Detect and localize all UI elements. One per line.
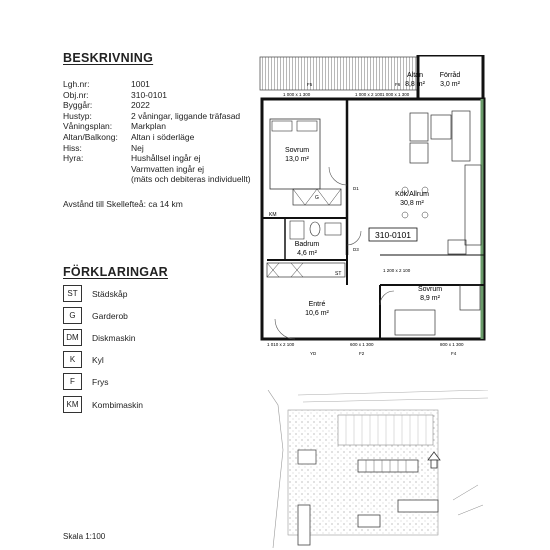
description-key: Hyra: xyxy=(63,153,84,164)
description-value: Markplan xyxy=(131,121,166,132)
armchair xyxy=(410,113,428,141)
description-heading: BESKRIVNING xyxy=(63,51,154,65)
description-value: 2022 xyxy=(131,100,150,111)
description-value: Hushållsel ingår ej Varmvatten ingår ej (mäts och debiteras individuellt) xyxy=(131,153,251,185)
window-code: F5 xyxy=(307,82,313,87)
description-key: Hustyp: xyxy=(63,110,92,121)
object-label: 310-0101 xyxy=(375,230,411,240)
room-area: 30,8 m² xyxy=(400,200,424,207)
description-table xyxy=(63,79,251,185)
description-row xyxy=(63,79,251,90)
bed xyxy=(395,310,435,335)
wardrobe xyxy=(267,263,345,277)
bed xyxy=(270,119,320,189)
legend-label: Garderob xyxy=(92,310,128,321)
description-key: Byggår: xyxy=(63,100,93,111)
description-value: Altan i söderläge xyxy=(131,131,195,142)
legend-code: DM xyxy=(63,329,82,346)
building xyxy=(298,505,310,545)
legend-label: Kombimaskin xyxy=(92,399,144,410)
sink xyxy=(325,223,341,235)
window-code: YD xyxy=(310,351,317,356)
description-row xyxy=(63,111,251,122)
room-area: 8,9 m² xyxy=(420,295,440,302)
room-name: Sovrum xyxy=(284,147,310,154)
site-plan xyxy=(258,390,490,548)
legend-item xyxy=(63,329,135,346)
legend-code: F xyxy=(63,373,82,390)
legend-label: Städskåp xyxy=(92,288,128,299)
legend-code: K xyxy=(63,351,82,368)
legend-code: ST xyxy=(63,285,82,302)
pillow xyxy=(297,121,317,131)
g-mark: G xyxy=(315,195,319,201)
description-value: 1001 xyxy=(131,79,150,89)
room-name: Badrum xyxy=(294,241,320,248)
description-row xyxy=(63,153,251,185)
description-row xyxy=(63,143,251,154)
description-key: Våningsplan: xyxy=(63,121,113,132)
room-area: 3,0 m² xyxy=(440,81,460,88)
window-dim: 800 x 1 300 xyxy=(440,342,464,347)
window-dim: 1 000 x 2 100 xyxy=(355,92,383,97)
legend-heading: FÖRKLARINGAR xyxy=(63,265,168,279)
wardrobe xyxy=(460,285,480,310)
room-name: Förråd xyxy=(439,72,461,79)
legend-item xyxy=(63,285,127,302)
legend-label: Frys xyxy=(92,376,109,387)
bath-shower xyxy=(290,221,304,239)
room-name: Altan xyxy=(407,72,423,79)
legend-item xyxy=(63,351,104,368)
parking xyxy=(338,415,433,445)
description-value: Nej xyxy=(131,142,144,153)
building xyxy=(298,450,316,464)
description-row xyxy=(63,100,251,111)
description-key: Lgh.nr: xyxy=(63,79,90,89)
floor-plan xyxy=(255,55,495,360)
room-area: 10,6 m² xyxy=(305,310,329,317)
description-key: Altan/Balkong: xyxy=(63,131,118,142)
door-code: D1 xyxy=(353,186,359,191)
window-dim: 1 200 x 2 100 xyxy=(383,268,411,273)
coffee-table xyxy=(431,115,451,139)
toilet xyxy=(310,222,320,236)
legend-code: G xyxy=(63,307,82,324)
description-row xyxy=(63,90,251,101)
legend-label: Diskmaskin xyxy=(92,332,136,343)
kitchen-counter xyxy=(465,165,481,245)
building xyxy=(398,500,438,512)
km-mark: KM xyxy=(269,212,277,218)
description-key: Hiss: xyxy=(63,142,82,153)
description-value: 310-0101 xyxy=(131,89,167,100)
description-row xyxy=(63,121,251,132)
legend-item xyxy=(63,307,128,324)
room-area: 8,8 m² xyxy=(405,81,425,88)
window-dim: 1 010 x 2 100 xyxy=(267,342,295,347)
room-area: 4,6 m² xyxy=(297,250,317,257)
pillow xyxy=(272,121,292,131)
room-name: Sovrum xyxy=(417,286,443,293)
legend-label: Kyl xyxy=(92,354,104,365)
window-code: F2 xyxy=(359,351,365,356)
window-code: F6 xyxy=(395,82,401,87)
legend-code: KM xyxy=(63,396,82,413)
distance-note: Avstånd till Skellefteå: ca 14 km xyxy=(63,199,183,209)
window-dim: 1 000 x 1 300 xyxy=(382,92,410,97)
window-dim: 1 000 x 1 300 xyxy=(283,92,311,97)
armchair xyxy=(410,143,428,163)
door-code: D3 xyxy=(353,247,359,252)
window-dim: 600 x 1 300 xyxy=(350,342,374,347)
room-name: Entré xyxy=(308,301,326,308)
description-value: 2 våningar, liggande träfasad xyxy=(131,110,241,121)
window-code: F4 xyxy=(451,351,457,356)
legend-item xyxy=(63,396,143,413)
legend-item xyxy=(63,373,109,390)
room-area: 13,0 m² xyxy=(285,156,309,163)
description-row xyxy=(63,132,251,143)
building xyxy=(358,460,418,472)
st-mark: ST xyxy=(335,271,342,277)
sofa xyxy=(452,111,470,161)
altan-deck xyxy=(260,57,417,90)
room-name: Kök/Allrum xyxy=(395,191,429,198)
kitchen-island xyxy=(448,240,466,254)
scale-note: Skala 1:100 xyxy=(63,532,106,541)
building xyxy=(358,515,380,527)
description-key: Obj.nr: xyxy=(63,89,89,100)
